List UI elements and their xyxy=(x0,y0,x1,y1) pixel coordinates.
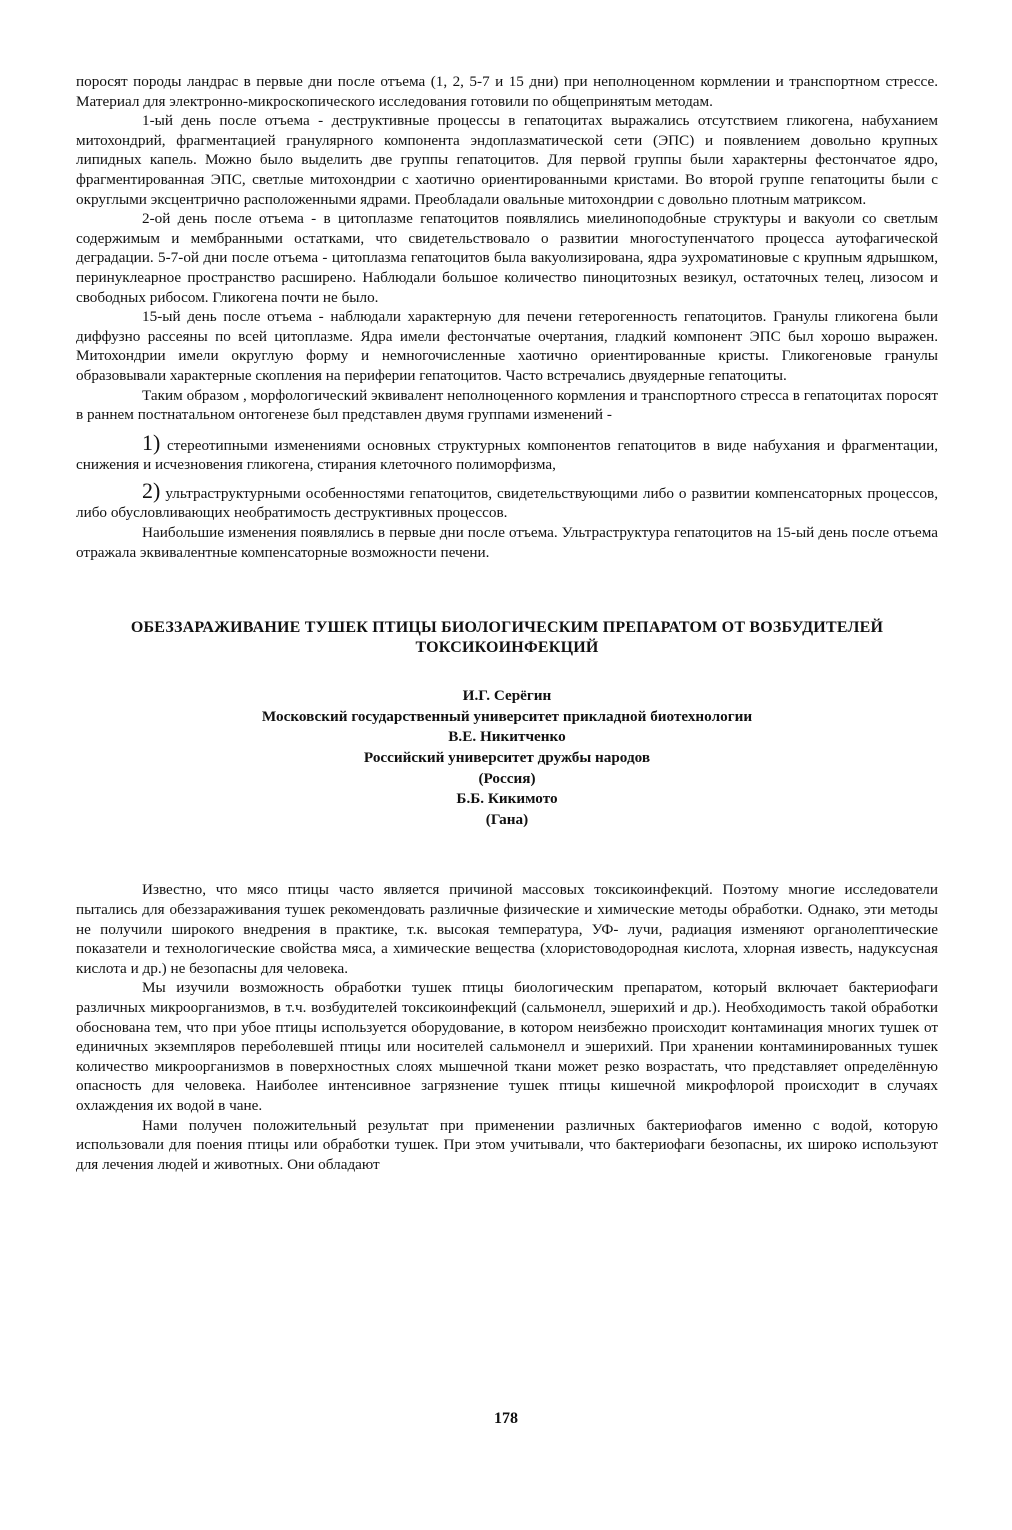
author-name: В.Е. Никитченко xyxy=(448,728,566,746)
list-item xyxy=(76,477,938,523)
author-affiliation: Московский государственный университет прикладной биотехнологии xyxy=(261,707,753,725)
page-content xyxy=(76,72,938,1174)
author-name: И.Г. Серёгин xyxy=(462,687,552,705)
paragraph-body-1: Известно, что мясо птицы часто является причиной массовых токсикоинфекций. Поэтому многие исследователи пытались для обеззараживания тушек рекомендовать различные физические и химические методы обработки. Однако, эти методы не получили широкого внедрения в практике, т.к. высокая температура, УФ- лучи, радиация изменяют органолептические показатели и технологические свойства мяса, а химические вещества (хлористоводородная кислота, хлорная известь, надуксусная кислота и др.) не безопасны для человека. xyxy=(76,881,938,977)
paragraph-body-3: Нами получен положительный результат при применении различных бактериофагов именно с водой, которую использовали для поения птицы или обработки тушек. При этом учитывали, что бактериофаги безопасны, их широко используют для лечения людей и животных. Они обладают xyxy=(76,1116,938,1173)
paragraph-day-15: 15-ый день после отъема - наблюдали характерную для печени гетерогенность гепатоцитов. Гранулы гликогена были диффузно рассеяны по всей цитоплазме. Ядра имели фестончатые очертания, гладкий компонент ЭПС был хорошо выражен. Митохондрии имели округлую форму и немногочисленные хаотично ориентированные кристы. Гликогеновые гранулы образовывали характерные скопления на периферии гепатоцитов. Часто встречались двуядерные гепатоциты. xyxy=(76,308,938,384)
article-title: ОБЕЗЗАРАЖИВАНИЕ ТУШЕК ПТИЦЫ БИОЛОГИЧЕСКИМ ПРЕПАРАТОМ ОТ ВОЗБУДИТЕЛЕЙ ТОКСИКОИНФЕКЦИЙ xyxy=(130,619,884,657)
paragraph-conclusion: Наибольшие изменения появлялись в первые дни после отъема. Ультраструктура гепатоцитов на 15-ый день после отъема отражала эквивалентные компенсаторные возможности печени. xyxy=(76,524,938,561)
paragraph-summary: Таким образом , морфологический эквивалент неполноценного кормления и транспортного стресса в гепатоцитах поросят в раннем постнатальном онтогенезе был представлен двумя группами изменений - xyxy=(76,386,938,424)
author-country: (Россия) xyxy=(478,769,536,787)
paragraph-day-1: 1-ый день после отъема - деструктивные процессы в гепатоцитах выражались отсутствием гликогена, набуханием митохондрий, фрагментацией гранулярного компонента эндоплазматической сети (ЭПС) и появлением довольно крупных липидных капель. Можно было выделить две группы гепатоцитов. Для первой группы были характерны фестончатое ядро, фрагментированная ЭПС, светлые митохондрии с хаотично ориентированными кристами. Во второй группе гепатоциты были с округлыми эксцентрично расположенными ядрами. Преобладали овальные митохондрии с довольно плотным матриксом. xyxy=(76,112,938,208)
author-country: (Гана) xyxy=(485,810,529,828)
paragraph-intro: поросят породы ландрас в первые дни после отъема (1, 2, 5-7 и 15 дни) при неполноценном кормлении и транспортном стрессе. Материал для электронно-микроскопического исследования готовили по общепринятым методам. xyxy=(76,73,938,110)
list-item xyxy=(76,429,938,475)
list-item-text: ультраструктурными особенностями гепатоцитов, свидетельствующими либо о развитии компенсаторных процессов, либо обусловливающих необратимость деструктивных процессов. xyxy=(76,484,938,522)
paragraph-body-2: Мы изучили возможность обработки тушек птицы биологическим препаратом, который включает бактериофаги различных микроорганизмов, в т.ч. возбудителей токсикоинфекций (сальмонелл, эшерихий и др.). Необходимость такой обработки обоснована тем, что при убое птицы используется оборудование, в котором неизбежно происходит контаминация многих тушек от единичных экземпляров переболевшей птицы или носителей сальмонелл и эшерихий. При хранении контаминированных тушек количество микроорганизмов в поверхностных слоях мышечной ткани может резко возрастать, что представляет определённую опасность для человека. Наиболее интенсивное загрязнение тушек птицы кишечной микрофлорой происходит в случаях охлаждения их водой в чане. xyxy=(76,979,938,1114)
list-item-text: стереотипными изменениями основных структурных компонентов гепатоцитов в виде набухания и фрагментации, снижения и исчезновения гликогена, стирания клеточного полиморфизма, xyxy=(76,436,938,474)
author-affiliation: Российский университет дружбы народов xyxy=(363,749,651,767)
page-number: 178 xyxy=(494,1410,518,1427)
article-body xyxy=(76,880,938,1174)
author-name: Б.Б. Кикимото xyxy=(456,790,558,808)
list-item-number: 2) xyxy=(142,477,161,503)
list-item-number: 1) xyxy=(142,429,161,455)
paragraph-day-2: 2-ой день после отъема - в цитоплазме гепатоцитов появлялись миелиноподобные структуры и вакуоли со светлым содержимым и мембранными остатками, что свидетельствовало о развитии многоступенчатого процесса аутофагической деградации. 5-7-ой дни после отъема - цитоплазма гепатоцитов была вакуолизирована, ядра эухроматиновые с крупным ядрышком, перинуклеарное пространство расширено. Наблюдали большое количество пиноцитозных везикул, остаточных телец, лизосом и свободных рибосом. Гликогена почти не было. xyxy=(76,210,938,306)
authors-block xyxy=(76,686,938,830)
